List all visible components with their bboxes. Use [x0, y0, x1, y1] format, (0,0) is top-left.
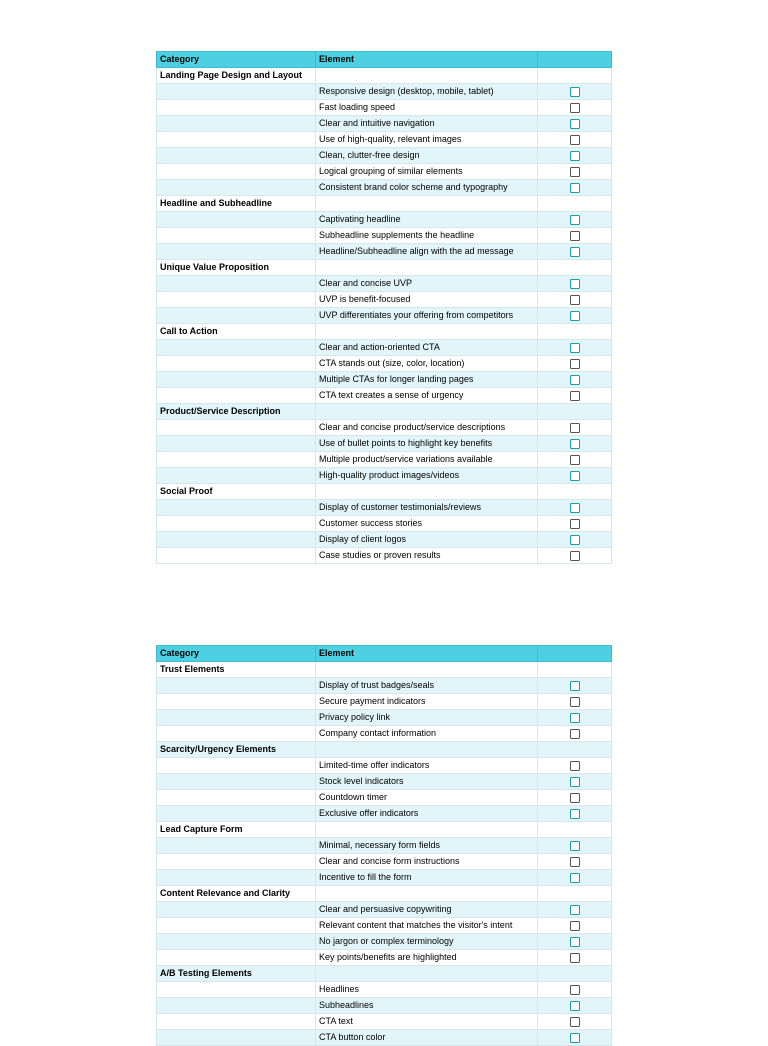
checkbox-cell: [538, 180, 612, 196]
element-label: Case studies or proven results: [316, 548, 538, 564]
element-label: Minimal, necessary form fields: [316, 838, 538, 854]
category-row: [157, 404, 612, 420]
checklist-row: [157, 854, 612, 870]
element-label: Logical grouping of similar elements: [316, 164, 538, 180]
checklist-row: [157, 244, 612, 260]
empty-cell: [157, 870, 316, 886]
checklist-row: [157, 950, 612, 966]
element-label: Clear and concise UVP: [316, 276, 538, 292]
element-label: Exclusive offer indicators: [316, 806, 538, 822]
category-label: Content Relevance and Clarity: [157, 886, 316, 902]
empty-cell: [538, 966, 612, 982]
empty-cell: [157, 934, 316, 950]
checklist-row: [157, 758, 612, 774]
checkbox-cell: [538, 100, 612, 116]
checkbox-cell: [538, 388, 612, 404]
checkbox[interactable]: [570, 729, 580, 739]
checkbox-cell: [538, 84, 612, 100]
element-label: Secure payment indicators: [316, 694, 538, 710]
category-label: Unique Value Proposition: [157, 260, 316, 276]
element-label: Responsive design (desktop, mobile, tablet): [316, 84, 538, 100]
empty-cell: [157, 308, 316, 324]
checklist-row: [157, 420, 612, 436]
checklist-row: [157, 548, 612, 564]
header-check: [538, 52, 612, 68]
checkbox[interactable]: [570, 247, 580, 257]
empty-cell: [316, 886, 538, 902]
checkbox[interactable]: [570, 311, 580, 321]
checkbox[interactable]: [570, 343, 580, 353]
element-label: Clean, clutter-free design: [316, 148, 538, 164]
checklist-row: [157, 838, 612, 854]
checkbox[interactable]: [570, 231, 580, 241]
checklist-row: [157, 998, 612, 1014]
element-label: UVP is benefit-focused: [316, 292, 538, 308]
empty-cell: [538, 196, 612, 212]
checkbox-cell: [538, 452, 612, 468]
empty-cell: [157, 774, 316, 790]
checklist-row: [157, 532, 612, 548]
checklist-row: [157, 806, 612, 822]
empty-cell: [157, 982, 316, 998]
category-label: Product/Service Description: [157, 404, 316, 420]
empty-cell: [157, 758, 316, 774]
category-row: [157, 484, 612, 500]
element-label: Subheadline supplements the headline: [316, 228, 538, 244]
empty-cell: [157, 548, 316, 564]
checklist-row: [157, 292, 612, 308]
checkbox-cell: [538, 790, 612, 806]
checkbox[interactable]: [570, 985, 580, 995]
empty-cell: [157, 84, 316, 100]
element-label: Clear and concise form instructions: [316, 854, 538, 870]
checklist-row: [157, 180, 612, 196]
category-row: [157, 886, 612, 902]
empty-cell: [157, 148, 316, 164]
checkbox-cell: [538, 982, 612, 998]
element-label: Headline/Subheadline align with the ad message: [316, 244, 538, 260]
element-label: Privacy policy link: [316, 710, 538, 726]
checklist-row: [157, 164, 612, 180]
checkbox-cell: [538, 1030, 612, 1046]
checkbox-cell: [538, 710, 612, 726]
checklist-row: [157, 340, 612, 356]
checkbox[interactable]: [570, 119, 580, 129]
checkbox[interactable]: [570, 471, 580, 481]
checklist-row: [157, 468, 612, 484]
checkbox-cell: [538, 276, 612, 292]
checkbox-cell: [538, 806, 612, 822]
empty-cell: [157, 726, 316, 742]
category-row: [157, 742, 612, 758]
empty-cell: [157, 806, 316, 822]
checkbox[interactable]: [570, 439, 580, 449]
empty-cell: [538, 68, 612, 84]
element-label: Display of client logos: [316, 532, 538, 548]
element-label: Headlines: [316, 982, 538, 998]
empty-cell: [157, 132, 316, 148]
checkbox[interactable]: [570, 873, 580, 883]
element-label: No jargon or complex terminology: [316, 934, 538, 950]
element-label: CTA text: [316, 1014, 538, 1030]
checklist-row: [157, 148, 612, 164]
category-row: [157, 822, 612, 838]
empty-cell: [316, 662, 538, 678]
element-label: Key points/benefits are highlighted: [316, 950, 538, 966]
category-row: [157, 260, 612, 276]
checklist-row: [157, 1030, 612, 1046]
category-row: [157, 68, 612, 84]
category-label: A/B Testing Elements: [157, 966, 316, 982]
category-label: Headline and Subheadline: [157, 196, 316, 212]
empty-cell: [538, 742, 612, 758]
checkbox-cell: [538, 918, 612, 934]
checkbox[interactable]: [570, 535, 580, 545]
checkbox[interactable]: [570, 87, 580, 97]
checklist-row: [157, 372, 612, 388]
category-label: Social Proof: [157, 484, 316, 500]
checkbox-cell: [538, 244, 612, 260]
category-label: Lead Capture Form: [157, 822, 316, 838]
checkbox[interactable]: [570, 937, 580, 947]
empty-cell: [157, 372, 316, 388]
checkbox-cell: [538, 148, 612, 164]
element-label: Clear and action-oriented CTA: [316, 340, 538, 356]
empty-cell: [157, 516, 316, 532]
checkbox[interactable]: [570, 279, 580, 289]
checkbox-cell: [538, 950, 612, 966]
category-label: Landing Page Design and Layout: [157, 68, 316, 84]
element-label: UVP differentiates your offering from competitors: [316, 308, 538, 324]
checkbox-cell: [538, 694, 612, 710]
empty-cell: [538, 324, 612, 340]
empty-cell: [157, 100, 316, 116]
checkbox-cell: [538, 500, 612, 516]
checkbox[interactable]: [570, 921, 580, 931]
checkbox[interactable]: [570, 215, 580, 225]
empty-cell: [157, 694, 316, 710]
header-element: Element: [316, 646, 538, 662]
empty-cell: [157, 1014, 316, 1030]
element-label: Countdown timer: [316, 790, 538, 806]
checkbox[interactable]: [570, 359, 580, 369]
checkbox-cell: [538, 854, 612, 870]
empty-cell: [538, 822, 612, 838]
checkbox-cell: [538, 532, 612, 548]
checklist-row: [157, 790, 612, 806]
checklist-row: [157, 934, 612, 950]
empty-cell: [157, 340, 316, 356]
checkbox-cell: [538, 436, 612, 452]
category-row: [157, 324, 612, 340]
checkbox-cell: [538, 212, 612, 228]
checkbox[interactable]: [570, 295, 580, 305]
element-label: Display of trust badges/seals: [316, 678, 538, 694]
empty-cell: [157, 950, 316, 966]
header-element: Element: [316, 52, 538, 68]
empty-cell: [538, 662, 612, 678]
category-label: Call to Action: [157, 324, 316, 340]
empty-cell: [157, 452, 316, 468]
checkbox[interactable]: [570, 551, 580, 561]
checklist-row: [157, 918, 612, 934]
element-label: Display of customer testimonials/reviews: [316, 500, 538, 516]
checkbox[interactable]: [570, 777, 580, 787]
checkbox[interactable]: [570, 713, 580, 723]
empty-cell: [538, 484, 612, 500]
checklist-row: [157, 710, 612, 726]
header-category: Category: [157, 646, 316, 662]
empty-cell: [157, 164, 316, 180]
checkbox[interactable]: [570, 857, 580, 867]
element-label: Clear and intuitive navigation: [316, 116, 538, 132]
element-label: Company contact information: [316, 726, 538, 742]
empty-cell: [157, 918, 316, 934]
empty-cell: [316, 196, 538, 212]
checkbox[interactable]: [570, 135, 580, 145]
empty-cell: [157, 532, 316, 548]
checklist-row: [157, 870, 612, 886]
checkbox[interactable]: [570, 183, 580, 193]
checkbox-cell: [538, 308, 612, 324]
empty-cell: [157, 710, 316, 726]
header-row: [157, 646, 612, 662]
checkbox[interactable]: [570, 841, 580, 851]
checkbox-cell: [538, 726, 612, 742]
checkbox[interactable]: [570, 793, 580, 803]
checkbox-cell: [538, 870, 612, 886]
empty-cell: [157, 998, 316, 1014]
checkbox[interactable]: [570, 103, 580, 113]
empty-cell: [316, 260, 538, 276]
header-category: Category: [157, 52, 316, 68]
empty-cell: [157, 212, 316, 228]
checklist-row: [157, 774, 612, 790]
checklist-row: [157, 726, 612, 742]
empty-cell: [157, 228, 316, 244]
checklist-row: [157, 436, 612, 452]
checkbox[interactable]: [570, 423, 580, 433]
checklist-row: [157, 116, 612, 132]
checkbox[interactable]: [570, 391, 580, 401]
checkbox-cell: [538, 758, 612, 774]
checklist-row: [157, 982, 612, 998]
checkbox-cell: [538, 548, 612, 564]
empty-cell: [157, 854, 316, 870]
empty-cell: [316, 484, 538, 500]
empty-cell: [538, 886, 612, 902]
element-label: Limited-time offer indicators: [316, 758, 538, 774]
element-label: Captivating headline: [316, 212, 538, 228]
checkbox-cell: [538, 838, 612, 854]
checkbox-cell: [538, 164, 612, 180]
checkbox[interactable]: [570, 953, 580, 963]
checklist-row: [157, 228, 612, 244]
element-label: Clear and persuasive copywriting: [316, 902, 538, 918]
checklist-row: [157, 100, 612, 116]
checklist-row: [157, 452, 612, 468]
checklist-row: [157, 678, 612, 694]
checkbox[interactable]: [570, 455, 580, 465]
element-label: Customer success stories: [316, 516, 538, 532]
empty-cell: [316, 822, 538, 838]
checkbox-cell: [538, 934, 612, 950]
checkbox[interactable]: [570, 697, 580, 707]
checkbox[interactable]: [570, 151, 580, 161]
empty-cell: [157, 436, 316, 452]
empty-cell: [316, 324, 538, 340]
element-label: Multiple product/service variations available: [316, 452, 538, 468]
element-label: Use of bullet points to highlight key benefits: [316, 436, 538, 452]
empty-cell: [157, 790, 316, 806]
element-label: Consistent brand color scheme and typography: [316, 180, 538, 196]
empty-cell: [157, 500, 316, 516]
empty-cell: [157, 1030, 316, 1046]
element-label: Relevant content that matches the visitor's intent: [316, 918, 538, 934]
checklist-row: [157, 132, 612, 148]
checklist-row: [157, 1014, 612, 1030]
empty-cell: [157, 116, 316, 132]
element-label: Use of high-quality, relevant images: [316, 132, 538, 148]
checklist-row: [157, 84, 612, 100]
element-label: Fast loading speed: [316, 100, 538, 116]
checkbox-cell: [538, 678, 612, 694]
empty-cell: [157, 838, 316, 854]
checkbox-cell: [538, 340, 612, 356]
checklist-row: [157, 356, 612, 372]
checklist-table-2: [156, 645, 612, 1046]
category-row: [157, 196, 612, 212]
checkbox[interactable]: [570, 503, 580, 513]
element-label: Clear and concise product/service descriptions: [316, 420, 538, 436]
empty-cell: [157, 902, 316, 918]
checklist-row: [157, 212, 612, 228]
checkbox-cell: [538, 902, 612, 918]
checkbox-cell: [538, 468, 612, 484]
header-row: [157, 52, 612, 68]
category-row: [157, 662, 612, 678]
checklist-row: [157, 308, 612, 324]
checkbox-cell: [538, 420, 612, 436]
category-label: Trust Elements: [157, 662, 316, 678]
empty-cell: [538, 260, 612, 276]
element-label: High-quality product images/videos: [316, 468, 538, 484]
checkbox[interactable]: [570, 1033, 580, 1043]
empty-cell: [157, 276, 316, 292]
empty-cell: [157, 420, 316, 436]
checklist-row: [157, 694, 612, 710]
element-label: Subheadlines: [316, 998, 538, 1014]
checkbox-cell: [538, 998, 612, 1014]
checkbox[interactable]: [570, 681, 580, 691]
empty-cell: [316, 966, 538, 982]
checkbox[interactable]: [570, 375, 580, 385]
checklist-row: [157, 516, 612, 532]
checkbox[interactable]: [570, 1001, 580, 1011]
checkbox-cell: [538, 292, 612, 308]
element-label: CTA text creates a sense of urgency: [316, 388, 538, 404]
element-label: Incentive to fill the form: [316, 870, 538, 886]
empty-cell: [316, 404, 538, 420]
empty-cell: [157, 180, 316, 196]
category-row: [157, 966, 612, 982]
element-label: CTA stands out (size, color, location): [316, 356, 538, 372]
checklist-row: [157, 902, 612, 918]
checkbox-cell: [538, 1014, 612, 1030]
header-check: [538, 646, 612, 662]
empty-cell: [538, 404, 612, 420]
empty-cell: [316, 742, 538, 758]
checkbox-cell: [538, 774, 612, 790]
element-label: Stock level indicators: [316, 774, 538, 790]
checkbox[interactable]: [570, 1017, 580, 1027]
checkbox-cell: [538, 116, 612, 132]
checkbox[interactable]: [570, 167, 580, 177]
empty-cell: [316, 68, 538, 84]
checkbox-cell: [538, 228, 612, 244]
checkbox-cell: [538, 356, 612, 372]
checkbox-cell: [538, 516, 612, 532]
empty-cell: [157, 388, 316, 404]
checkbox[interactable]: [570, 519, 580, 529]
empty-cell: [157, 292, 316, 308]
checkbox[interactable]: [570, 761, 580, 771]
checkbox-cell: [538, 372, 612, 388]
checkbox[interactable]: [570, 905, 580, 915]
checklist-table-1: [156, 51, 612, 564]
empty-cell: [157, 356, 316, 372]
checklist-row: [157, 388, 612, 404]
element-label: CTA button color: [316, 1030, 538, 1046]
empty-cell: [157, 678, 316, 694]
checklist-row: [157, 276, 612, 292]
checkbox-cell: [538, 132, 612, 148]
category-label: Scarcity/Urgency Elements: [157, 742, 316, 758]
empty-cell: [157, 468, 316, 484]
element-label: Multiple CTAs for longer landing pages: [316, 372, 538, 388]
checkbox[interactable]: [570, 809, 580, 819]
empty-cell: [157, 244, 316, 260]
checklist-row: [157, 500, 612, 516]
